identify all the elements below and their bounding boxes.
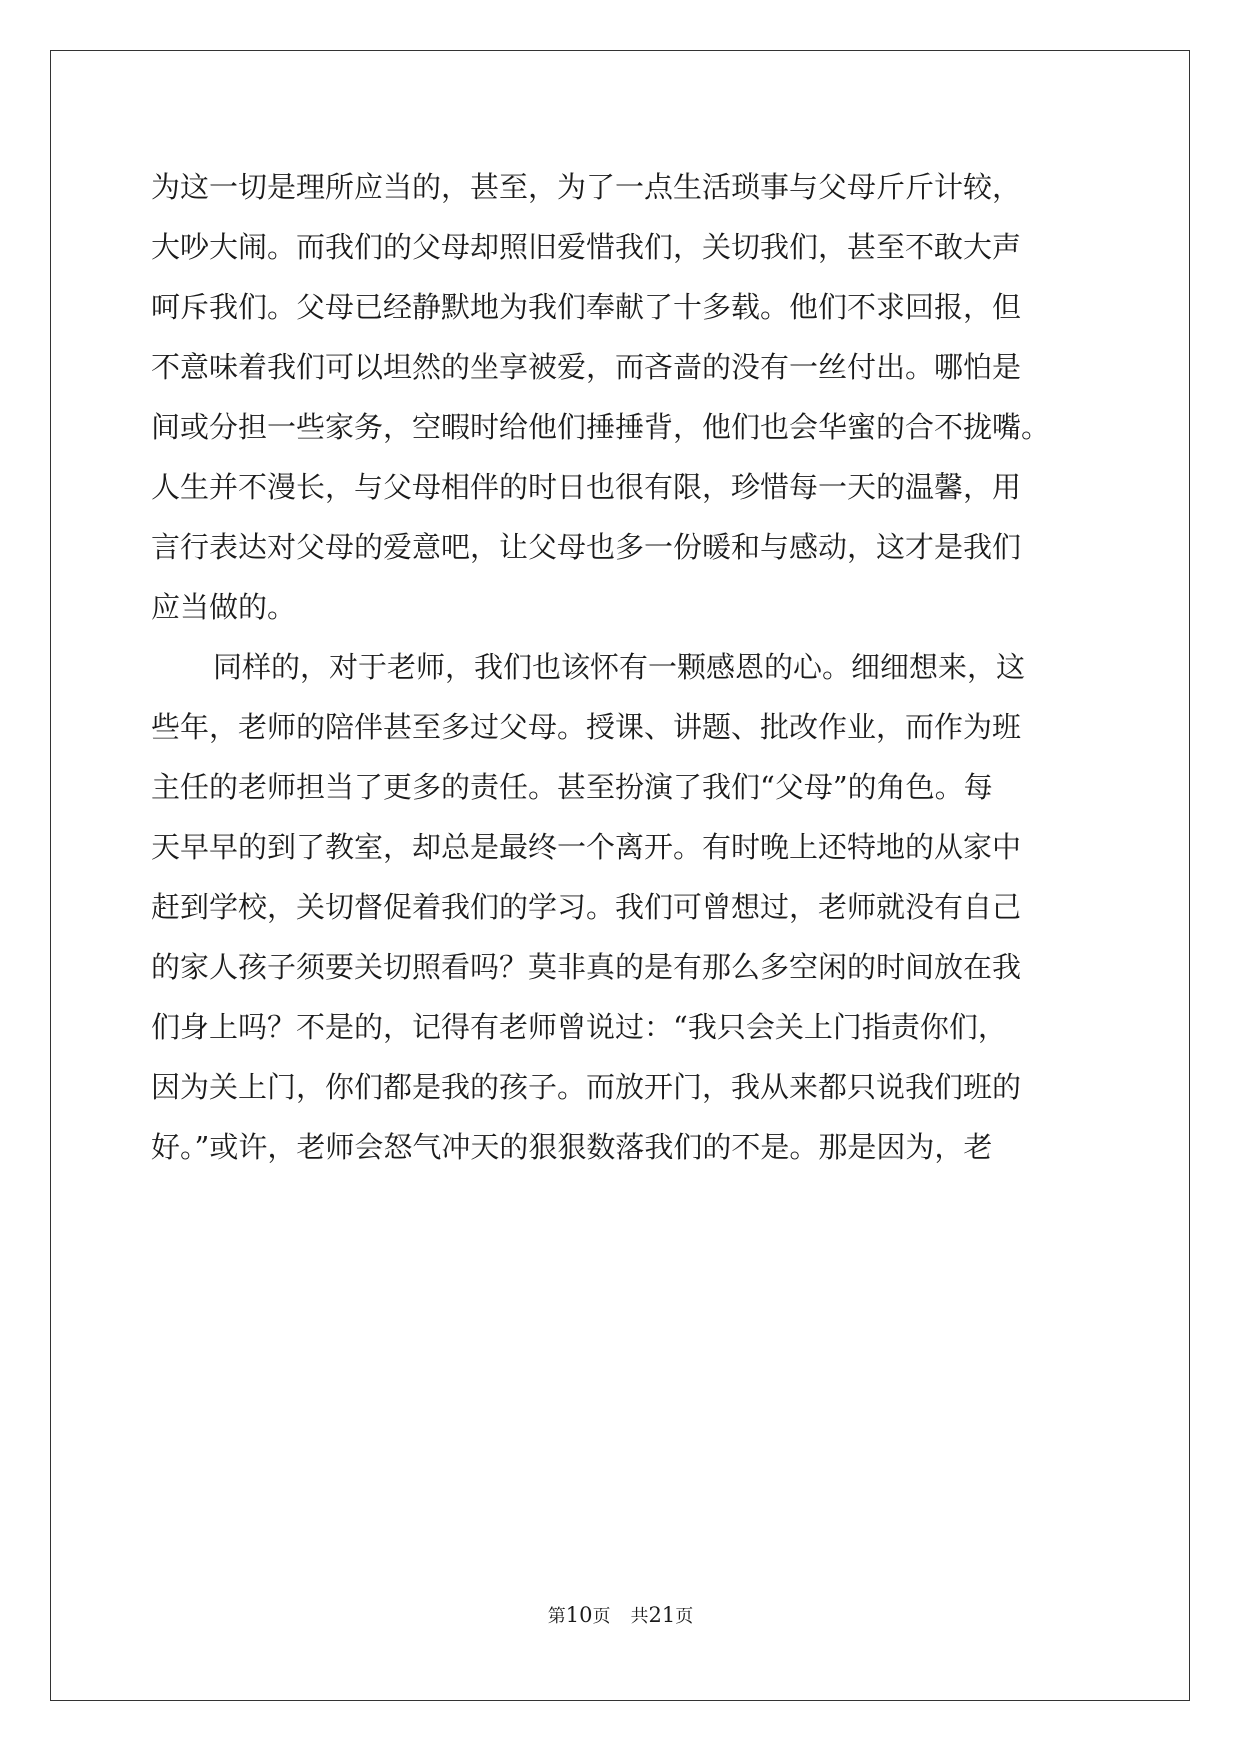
text-line: 天早早的到了教室，却总是最终一个离开。有时晚上还特地的从家中	[151, 830, 1022, 864]
text-line: 赶到学校，关切督促着我们的学习。我们可曾想过，老师就没有自己	[151, 890, 1022, 924]
paragraph-parents	[151, 157, 1091, 637]
text-line: 因为关上门，你们都是我的孩子。而放开门，我从来都只说我们班的	[151, 1070, 1022, 1104]
text-line: 言行表达对父母的爱意吧，让父母也多一份暖和与感动，这才是我们	[151, 530, 1022, 564]
text-line: 不意味着我们可以坦然的坐享被爱，而吝啬的没有一丝付出。哪怕是	[151, 350, 1022, 384]
text-line: 呵斥我们。父母已经静默地为我们奉献了十多载。他们不求回报，但	[151, 290, 1022, 324]
page-prefix: 第	[547, 1606, 566, 1627]
text-line: 们身上吗？不是的，记得有老师曾说过：“我只会关上门指责你们，	[151, 1010, 1007, 1044]
text-line: 主任的老师担当了更多的责任。甚至扮演了我们“父母”的角色。每	[151, 770, 993, 804]
text-line: 间或分担一些家务，空暇时给他们捶捶背，他们也会华蜜的合不拢嘴。	[151, 410, 1051, 444]
text-line: 的家人孩子须要关切照看吗？莫非真的是有那么多空闲的时间放在我	[151, 950, 1022, 984]
current-page-number: 10	[565, 1603, 593, 1627]
text-line: 为这一切是理所应当的，甚至，为了一点生活琐事与父母斤斤计较，	[151, 170, 1022, 204]
text-line: 大吵大闹。而我们的父母却照旧爱惜我们，关切我们，甚至不敢大声	[151, 230, 1022, 264]
text-line: 好。”或许，老师会怒气冲天的狠狠数落我们的不是。那是因为，老	[151, 1130, 993, 1164]
page-footer	[0, 1602, 1241, 1628]
total-page-number: 21	[648, 1603, 676, 1627]
text-line: 人生并不漫长，与父母相伴的时日也很有限，珍惜每一天的温馨，用	[151, 470, 1022, 504]
text-line: 些年，老师的陪伴甚至多过父母。授课、讲题、批改作业，而作为班	[151, 710, 1022, 744]
paragraph-teachers	[151, 637, 1091, 1177]
text-line: 应当做的。	[151, 590, 297, 624]
total-prefix: 共	[630, 1606, 649, 1627]
document-body	[151, 157, 1091, 1177]
text-line: 同样的，对于老师，我们也该怀有一颗感恩的心。细细想来，这	[213, 650, 1026, 684]
page-unit: 页	[592, 1606, 611, 1627]
total-unit: 页	[675, 1606, 694, 1627]
